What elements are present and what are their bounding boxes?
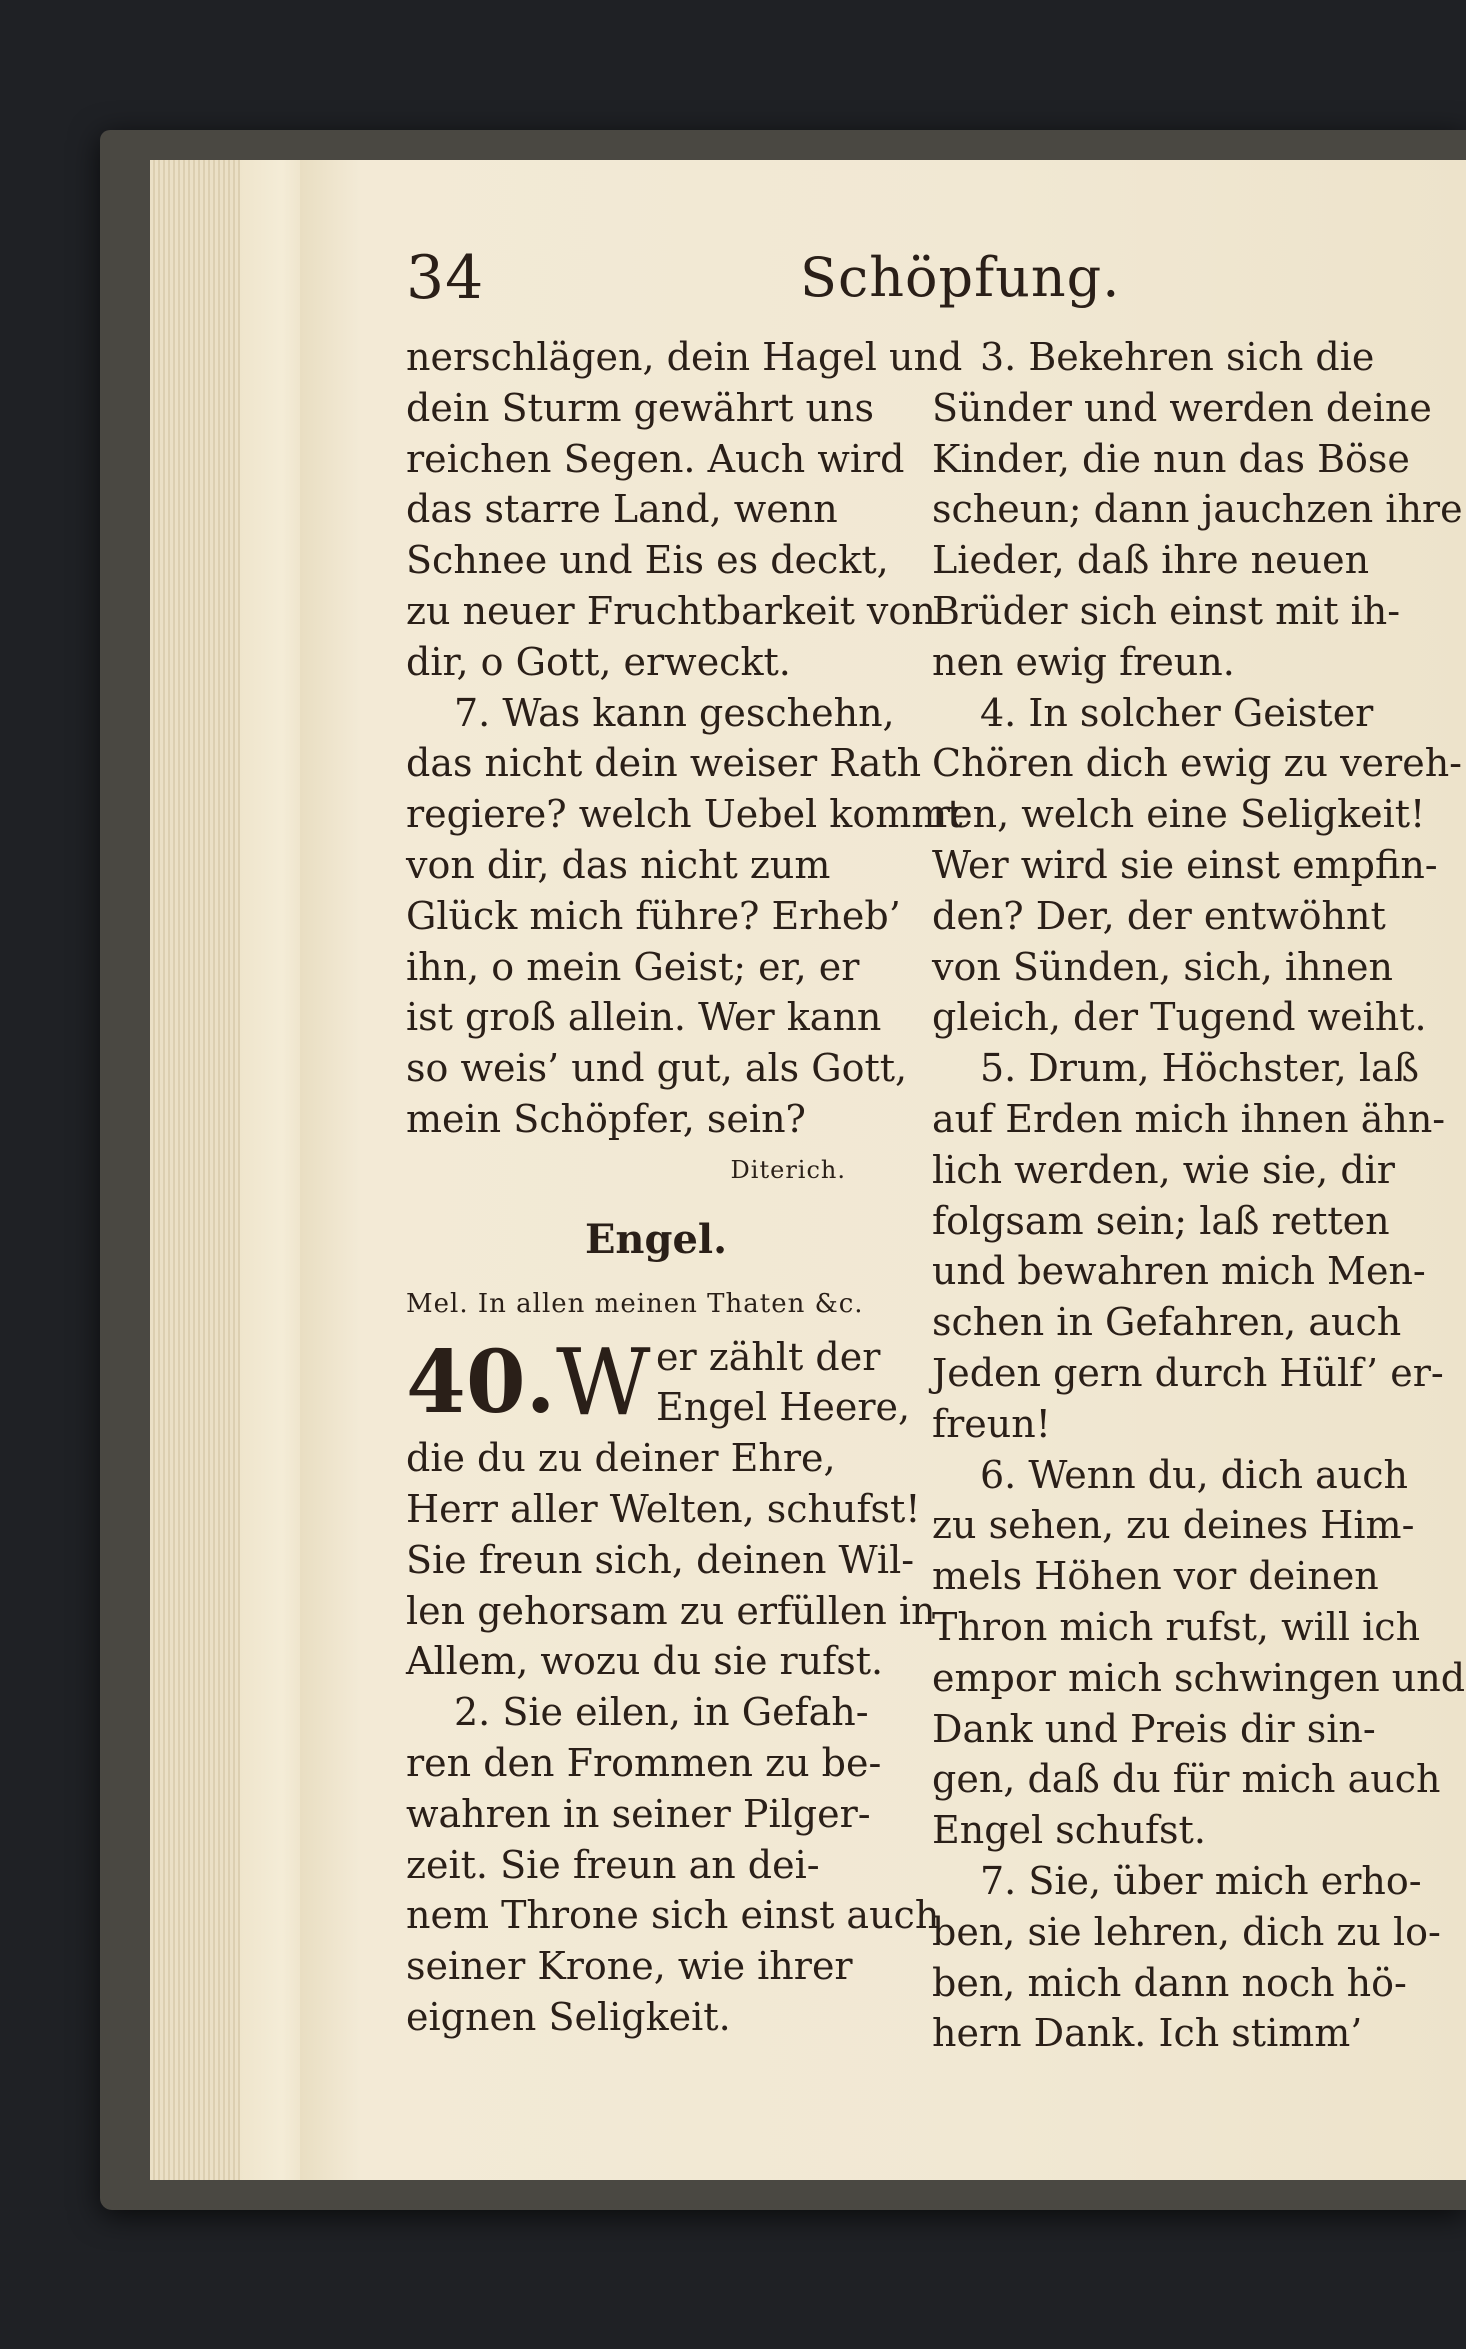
hymn-author: Diterich. [730, 1155, 846, 1184]
text-line: gen, daß du für mich auch [932, 1757, 1441, 1802]
text-line: gleich, der Tugend weiht. [932, 995, 1427, 1040]
hymn-number: 40. [406, 1331, 556, 1433]
page-number: 34 [406, 243, 485, 313]
text-line: Dank und Preis dir sin- [932, 1706, 1376, 1751]
text-line: dir, o Gott, erweckt. [406, 639, 791, 684]
page-header [300, 233, 1466, 323]
verse-start: 2. Sie eilen, in Gefah- [454, 1690, 869, 1735]
text-line: mels Höhen vor deinen [932, 1554, 1379, 1599]
text-line: ist groß allein. Wer kann [406, 995, 882, 1040]
text-line: dein Sturm gewährt uns [406, 385, 875, 430]
text-line: das starre Land, wenn [406, 487, 838, 532]
text-line: von Sünden, sich, ihnen [932, 944, 1393, 989]
text-line: zu neuer Fruchtbarkeit von [406, 588, 936, 633]
text-line: Engel schufst. [932, 1808, 1206, 1853]
text-line: regiere? welch Uebel kommt [406, 792, 963, 837]
text-line: reichen Segen. Auch wird [406, 436, 905, 481]
text-line: lich werden, wie sie, dir [932, 1147, 1395, 1192]
right-column [932, 332, 1466, 2059]
text-line: Sie freun sich, deinen Wil- [406, 1537, 915, 1582]
text-line: Wer wird sie einst empfin- [932, 842, 1438, 887]
text-line: wahren in seiner Pilger- [406, 1791, 871, 1836]
text-line: nem Throne sich einst auch [406, 1893, 940, 1938]
verse-start: 4. In solcher Geister [980, 690, 1374, 735]
text-line: Glück mich führe? Erheb’ [406, 893, 901, 938]
text-line: Schnee und Eis es deckt, [406, 538, 889, 583]
book-page [300, 160, 1466, 2180]
hymn-opening [406, 1328, 911, 1436]
text-line: auf Erden mich ihnen ähn- [932, 1096, 1446, 1141]
text-line: Jeden gern durch Hülf’ er- [932, 1350, 1444, 1395]
text-line: den? Der, der entwöhnt [932, 893, 1386, 938]
text-line: Lieder, daß ihre neuen [932, 538, 1370, 583]
hymn-first-lines [656, 1332, 911, 1434]
melody-note: Mel. In allen meinen Thaten &c. [406, 1288, 864, 1319]
text-line: Allem, wozu du sie rufst. [406, 1639, 884, 1684]
verse-start: 7. Was kann geschehn, [454, 690, 895, 735]
text-line: nen ewig freun. [932, 639, 1235, 684]
text-line: Engel Heere, [656, 1385, 911, 1430]
text-line: Brüder sich einst mit ih- [932, 588, 1401, 633]
text-line: ben, mich dann noch hö- [932, 1960, 1407, 2005]
text-line: Sünder und werden deine [932, 385, 1432, 430]
text-line: von dir, das nicht zum [406, 842, 831, 887]
verse-start: 6. Wenn du, dich auch [980, 1452, 1408, 1497]
text-line: Kinder, die nun das Böse [932, 436, 1410, 481]
verse-start: 3. Bekehren sich die [980, 335, 1375, 379]
text-line: ren, welch eine Seligkeit! [932, 792, 1426, 837]
text-line: Herr aller Welten, schufst! [406, 1486, 921, 1531]
text-line: ihn, o mein Geist; er, er [406, 944, 860, 989]
text-line: die du zu deiner Ehre, [406, 1436, 836, 1481]
text-line: freun! [932, 1401, 1051, 1446]
text-line: das nicht dein weiser Rath [406, 741, 922, 786]
text-line: schen in Gefahren, auch [932, 1300, 1402, 1345]
left-column [406, 332, 963, 2043]
text-line: nerschlägen, dein Hagel und [406, 335, 963, 379]
text-line: so weis’ und gut, als Gott, [406, 1046, 908, 1091]
text-line: Chören dich ewig zu vereh- [932, 741, 1463, 786]
running-head: Schöpfung. [800, 246, 1121, 309]
text-line: ben, sie lehren, dich zu lo- [932, 1909, 1441, 1954]
text-line: zeit. Sie freun an dei- [406, 1842, 820, 1887]
text-line: hern Dank. Ich stimm’ [932, 2011, 1363, 2056]
text-line: len gehorsam zu erfüllen in [406, 1588, 936, 1633]
text-line: seiner Krone, wie ihrer [406, 1944, 853, 1989]
drop-cap: W [556, 1328, 651, 1436]
text-line: scheun; dann jauchzen ihre [932, 487, 1463, 532]
text-line: Thron mich rufst, will ich [932, 1604, 1421, 1649]
text-line: mein Schöpfer, sein? [406, 1096, 806, 1141]
text-line: er zählt der [656, 1334, 881, 1379]
text-line: eignen Seligkeit. [406, 1994, 731, 2039]
text-line: zu sehen, zu deines Him- [932, 1503, 1415, 1548]
text-line: ren den Frommen zu be- [406, 1740, 882, 1785]
text-line: empor mich schwingen und [932, 1655, 1466, 1700]
hymn-title: Engel. [584, 1215, 728, 1263]
verse-start: 7. Sie, über mich erho- [980, 1858, 1422, 1903]
verse-start: 5. Drum, Höchster, laß [980, 1046, 1420, 1091]
text-line: folgsam sein; laß retten [932, 1198, 1390, 1243]
text-line: und bewahren mich Men- [932, 1249, 1426, 1294]
